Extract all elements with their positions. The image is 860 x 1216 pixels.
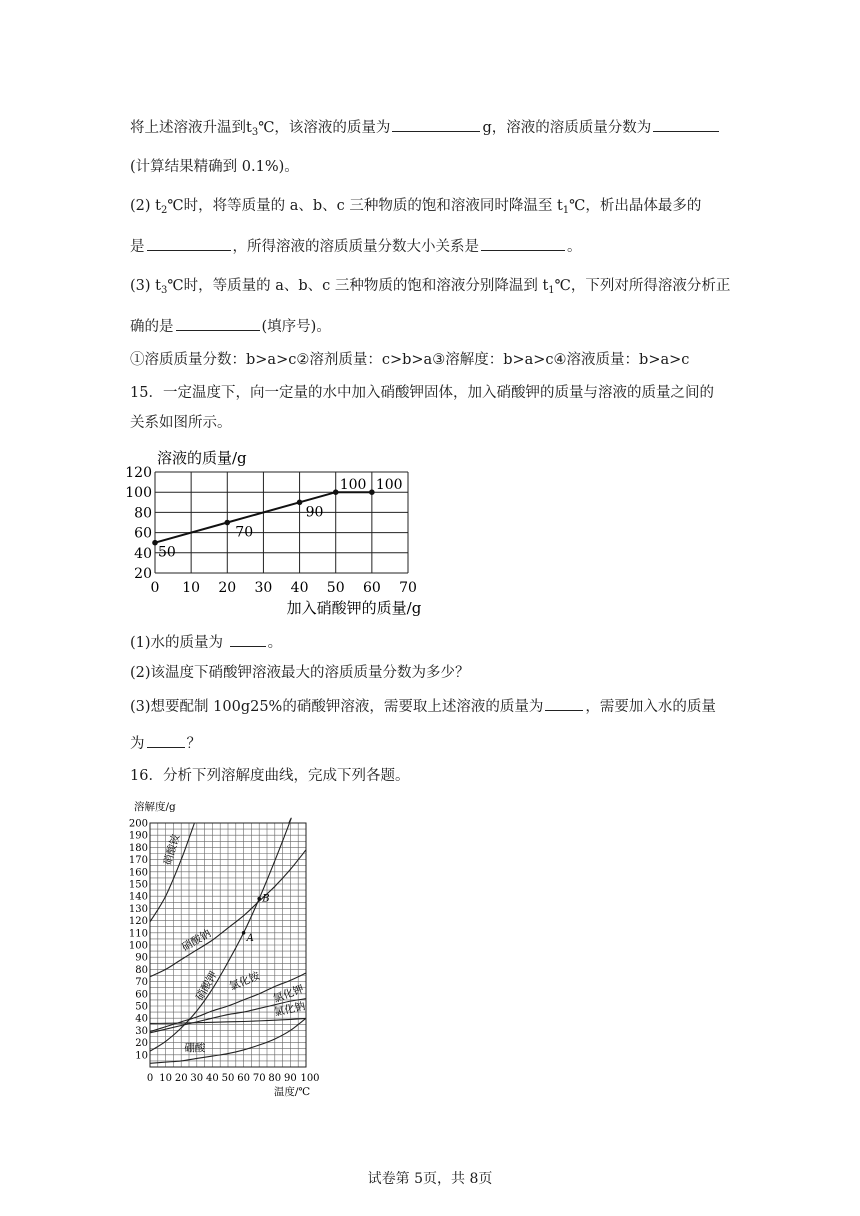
x-tick-label: 100 [300,1073,320,1084]
text: ？ [186,736,201,752]
text: ，需要加入水的质量 [585,699,716,715]
answer-blank[interactable] [481,236,565,251]
text: ℃时，等质量的 a、b、c 三种物质的饱和溶液分别降温到 [167,278,543,294]
y-tick-label: 80 [135,964,148,976]
q14-options: ①溶质质量分数：b>a>c②溶剂质量：c>b>a③溶解度：b>a>c④溶液质量：b>a>c [130,352,690,368]
y-tick-label: 170 [128,855,148,867]
q15-sub3-line2 [130,733,201,754]
data-label: 90 [305,504,324,521]
q15-sub3-line1 [130,696,716,717]
t2: t [155,198,161,214]
x-tick-label: 30 [190,1073,204,1084]
x-axis-label: 加入硝酸钾的质量/g [286,599,422,617]
text: (2) [130,198,156,214]
subscript: 2 [160,205,168,216]
y-tick-label: 190 [128,830,148,842]
y-tick-label: 130 [128,903,148,915]
q15-stem-line2: 关系如图所示。 [130,415,232,431]
y-tick-label: 150 [128,879,148,891]
curve-label: 氯化钠 [272,1000,307,1019]
answer-blank[interactable] [147,236,231,251]
data-label: 100 [375,477,403,494]
q14-p2-line2 [130,236,582,257]
answer-blank[interactable] [545,696,583,711]
text: ℃，下列对所得溶液分析正 [554,278,731,294]
text: (3)想要配制 100g25%的硝酸钾溶液，需要取上述溶液的质量为 [130,699,544,715]
data-point [333,489,339,495]
y-tick-label: 60 [134,525,152,542]
text: 将上述溶液升温到 [130,120,246,136]
subscript: 1 [562,205,570,216]
x-tick-label: 10 [159,1073,172,1084]
x-tick-label: 70 [252,1073,266,1084]
x-tick-label: 60 [362,580,381,596]
data-point [224,520,230,526]
x-tick-label: 70 [399,580,417,596]
annotation-point [257,897,261,901]
q16-stem: 16．分析下列溶解度曲线，完成下列各题。 [130,768,410,784]
curve-label: 硝酸钾 [193,969,220,1003]
x-axis-label: 温度/℃ [273,1086,311,1098]
y-tick-label: 120 [125,465,152,481]
answer-blank[interactable] [176,316,260,331]
y-tick-label: 100 [128,940,148,952]
answer-blank[interactable] [147,733,185,748]
y-axis-label: 溶解度/g [134,801,176,813]
y-tick-label: 180 [128,842,148,854]
q15-sub2: (2)该温度下硝酸钾溶液最大的溶质质量分数为多少？ [130,665,470,681]
y-tick-label: 90 [135,952,148,964]
t3: t [246,120,252,136]
x-tick-label: 10 [182,580,201,596]
x-tick-label: 0 [146,1073,154,1084]
text: (1)水的质量为 [130,635,228,651]
y-tick-label: 200 [128,818,148,830]
page-footer: 试卷第 5页，共 8页 [367,1171,493,1187]
subscript: 1 [548,285,555,296]
x-tick-label: 30 [254,580,273,596]
t1: t [556,198,563,214]
t1: t [542,278,549,294]
y-tick-label: 20 [134,566,152,582]
text: ℃，析出晶体最多的 [569,198,702,214]
text: 为 [130,736,145,752]
text: g，溶液的溶质质量分数为 [482,120,652,136]
x-tick-label: 60 [237,1073,250,1084]
q14-line2: (计算结果精确到 0.1%)。 [130,159,299,175]
y-tick-label: 30 [135,1025,148,1037]
text: ，所得溶液的溶质质量分数大小关系是 [232,239,479,255]
text: (填序号)。 [261,319,331,335]
curve-label: 氯化钾 [271,983,306,1006]
y-tick-label: 40 [134,545,152,562]
chart-solubility-curves [118,798,328,1100]
q14-line1 [130,117,721,143]
q14-p3-line1 [130,276,730,301]
subscript: 3 [251,127,259,138]
text: ℃时，将等质量的 a、b、c 三种物质的饱和溶液同时降温至 [167,198,557,214]
t3: t [155,278,161,294]
answer-blank[interactable] [653,117,719,132]
y-tick-label: 110 [128,928,148,940]
q15-stem-line1: 15．一定温度下，向一定量的水中加入硝酸钾固体，加入硝酸钾的质量与溶液的质量之间的 [130,385,714,401]
y-tick-label: 40 [135,1013,148,1025]
y-tick-label: 160 [128,867,148,879]
y-tick-label: 80 [134,505,152,522]
data-label: 50 [158,544,176,561]
x-tick-label: 0 [150,580,160,596]
subscript: 3 [160,285,168,296]
curve-label: 氯化铵 [227,969,262,993]
answer-blank[interactable] [230,632,266,647]
data-point [297,500,303,506]
y-tick-label: 10 [135,1050,148,1062]
data-point [152,540,158,546]
q15-sub1 [130,632,282,653]
text: 。 [267,635,283,651]
q14-p3-line2 [130,316,331,337]
text: 确的是 [130,319,174,335]
curve-label: 硝酸铵 [161,832,183,867]
y-tick-label: 20 [135,1038,148,1050]
data-label: 100 [339,477,367,494]
data-point [369,489,375,495]
x-tick-label: 80 [268,1073,282,1084]
annotation-point [242,931,246,935]
y-tick-label: 140 [128,891,148,903]
x-tick-label: 40 [290,580,309,596]
x-tick-label: 40 [206,1073,219,1084]
x-tick-label: 20 [218,580,237,596]
y-tick-label: 100 [125,485,152,502]
text: ℃，该溶液的质量为 [258,120,391,136]
y-tick-label: 70 [135,977,148,989]
x-tick-label: 50 [221,1073,235,1084]
x-tick-label: 50 [326,580,345,596]
q14-p2-line1 [130,196,701,221]
y-tick-label: 50 [135,1001,148,1013]
point-label: B [262,893,270,905]
chart-solution-mass [125,443,428,618]
x-tick-label: 20 [174,1073,188,1084]
text: 是 [130,239,145,255]
text: (3) [130,278,156,294]
data-label: 70 [235,524,254,541]
y-tick-label: 120 [128,916,148,928]
y-axis-label: 溶液的质量/g [157,449,247,467]
curve-label: 硼酸 [184,1042,206,1055]
y-tick-label: 60 [135,989,148,1001]
x-tick-label: 90 [284,1073,297,1084]
answer-blank[interactable] [392,117,480,132]
text: 。 [567,239,582,255]
curve-label: 硝酸钠 [179,927,214,954]
point-label: A [246,932,254,944]
